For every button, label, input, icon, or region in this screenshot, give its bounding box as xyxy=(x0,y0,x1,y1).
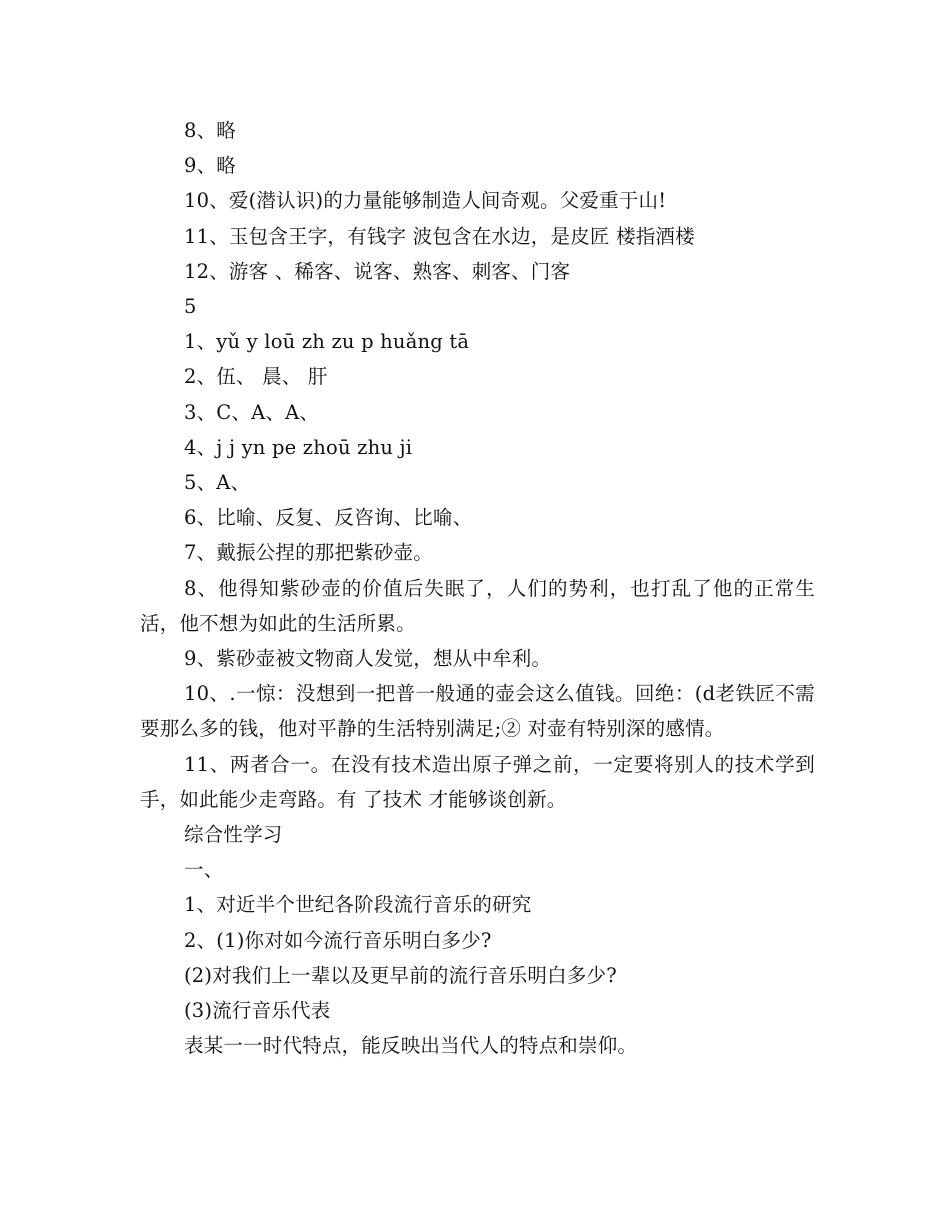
answer-line: 8、略 xyxy=(184,119,237,142)
answer-paragraph: 8、他得知紫砂壶的价值后失眠了，人们的势利，也打乱了他的正常生活，他不想为如此的生活所累。 xyxy=(140,576,815,635)
answer-line: 10、爱(潜认识)的力量能够制造人间奇观。父爱重于山! xyxy=(184,189,667,213)
answer-line: (3)流行音乐代表 xyxy=(184,999,331,1023)
answer-line: 3、C、A、A、 xyxy=(184,400,320,424)
answer-line: 12、游客 、稀客、说客、熟客、刺客、门客 xyxy=(184,259,571,283)
answer-line: 7、戴振公捏的那把紫砂壶。 xyxy=(184,541,434,565)
answer-line: 5、A、 xyxy=(184,471,251,495)
answer-line: 2、伍、 晨、 肝 xyxy=(184,365,328,389)
answer-line: 2、(1)你对如今流行音乐明白多少? xyxy=(184,928,492,952)
answer-paragraph: 11、两者合一。在没有技术造出原子弹之前，一定要将别人的技术学到手，如此能少走弯路。有 了技术 才能够谈创新。 xyxy=(140,752,815,811)
answer-line: 表某一一时代特点，能反映出当代人的特点和崇仰。 xyxy=(184,1034,638,1058)
section-heading: 综合性学习 xyxy=(184,823,283,847)
subsection-number: 一、 xyxy=(184,858,224,882)
answer-line: 1、yǔ y loū zh zu p huǎng tā xyxy=(184,330,470,354)
answer-line: 4、j j yn pe zhoū zhu ji xyxy=(184,435,413,459)
answer-line: (2)对我们上一辈以及更早前的流行音乐明白多少? xyxy=(184,963,617,987)
answer-line: 9、略 xyxy=(184,154,237,178)
section-number: 5 xyxy=(184,295,197,319)
answer-paragraph: 10、.一惊：没想到一把普一般通的壶会这么值钱。回绝：(d老铁匠不需要那么多的钱，他对平静的生活特别满足;② 对壶有特别深的感情。 xyxy=(140,682,815,741)
document-body xyxy=(140,113,815,1063)
answer-line: 1、对近半个世纪各阶段流行音乐的研究 xyxy=(184,893,532,917)
answer-line: 9、紫砂壶被文物商人发觉，想从中牟利。 xyxy=(184,647,552,671)
answer-line: 6、比喻、反复、反咨询、比喻、 xyxy=(184,506,473,530)
answer-line: 11、玉包含王字，有钱字 波包含在水边，是皮匠 楼指酒楼 xyxy=(184,224,695,248)
